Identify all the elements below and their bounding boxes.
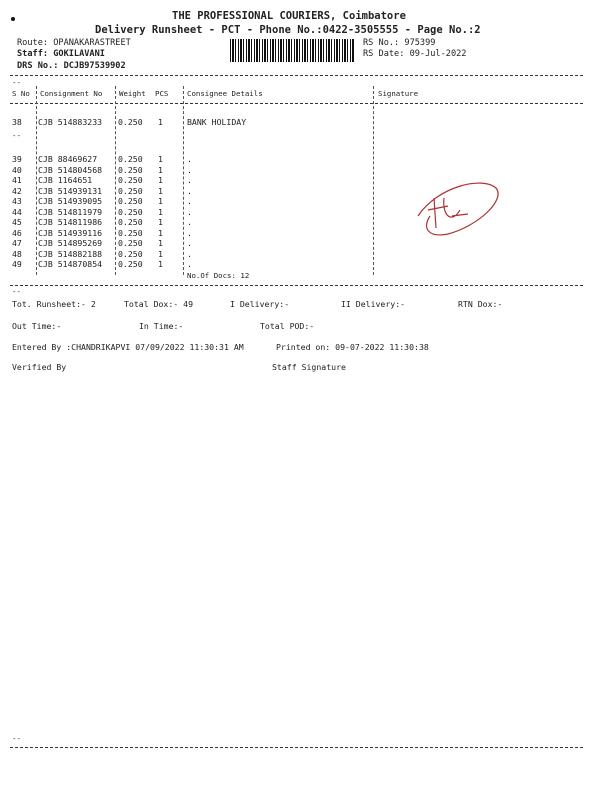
table-row-details: .	[187, 185, 192, 196]
col-header-pcs: PCS	[155, 89, 169, 98]
drs-number: DRS No.: DCJB97539902	[17, 61, 126, 71]
table-row-sno: 45	[12, 217, 22, 227]
printed-on: Printed on: 09-07-2022 11:30:38	[276, 342, 429, 352]
table-row-weight: 0.250	[118, 175, 143, 185]
table-row-weight: 0.250	[118, 238, 143, 248]
table-row-weight: 0.250	[118, 217, 143, 227]
runsheet-title: Delivery Runsheet - PCT - Phone No.:0422-3505555 - Page No.:2	[95, 24, 481, 36]
out-time: Out Time:-	[12, 321, 62, 331]
table-row-consignment: CJB 514870854	[38, 259, 103, 269]
table-row-sno: 41	[12, 175, 22, 185]
rule-table-bottom	[10, 285, 583, 286]
table-row-pcs: 1	[158, 154, 163, 164]
rule-mark-4: --	[12, 734, 21, 743]
table-row-pcs: 1	[158, 227, 163, 238]
table-row-pcs: 1	[158, 185, 163, 196]
table-row-consignment: CJB 514811986	[38, 217, 103, 227]
table-row-pcs: 1	[158, 196, 163, 206]
ii-delivery: II Delivery:-	[341, 299, 406, 309]
table-row-sno: 46	[12, 227, 22, 238]
table-row-weight: 0.250	[118, 206, 143, 217]
table-row-details: .	[187, 154, 192, 164]
rule-header-bottom	[10, 103, 583, 104]
in-time: In Time:-	[139, 321, 184, 331]
table-row-consignment: CJB 1164651	[38, 175, 93, 185]
table-row-consignment: CJB 514882188	[38, 248, 103, 259]
table-row-pcs: 1	[158, 164, 163, 175]
table-row-details: .	[187, 196, 192, 206]
route-label: Route: OPANAKARASTREET	[17, 38, 131, 48]
rule-mark-2: --	[12, 131, 21, 140]
col-header-sno: S No	[12, 89, 30, 98]
table-row-details: .	[187, 206, 192, 217]
table-row-pcs: 1	[158, 248, 163, 259]
col-header-consignee: Consignee Details	[187, 89, 263, 98]
verified-by: Verified By	[12, 362, 67, 372]
table-row-sno: 38	[12, 117, 22, 127]
rule-page-bottom	[10, 747, 583, 748]
table-row-sno: 48	[12, 248, 22, 259]
table-row-consignment: CJB 514895269	[38, 238, 103, 248]
table-row-details: .	[187, 259, 192, 269]
table-row-sno: 49	[12, 259, 22, 269]
col-divider-3	[183, 86, 184, 275]
table-row-weight: 0.250	[118, 227, 143, 238]
table-row-consignment: CJB 88469627	[38, 154, 98, 164]
table-row-pcs: 1	[158, 206, 163, 217]
table-row-details: .	[187, 238, 192, 248]
table-row-sno: 43	[12, 196, 22, 206]
col-divider-2	[115, 86, 116, 275]
table-row-consignment: CJB 514883233	[38, 117, 103, 127]
table-row-details: .	[187, 175, 192, 185]
col-header-weight: Weight	[119, 89, 146, 98]
col-divider-4	[373, 86, 374, 275]
table-row-details: .	[187, 164, 192, 175]
rs-number: RS No.: 975399	[363, 38, 436, 48]
table-row-consignment: CJB 514939131	[38, 185, 103, 196]
table-row-pcs: 1	[158, 175, 163, 185]
table-row-weight: 0.250	[118, 117, 143, 127]
table-row-consignment: CJB 514804568	[38, 164, 103, 175]
table-row-weight: 0.250	[118, 196, 143, 206]
table-row-details: .	[187, 217, 192, 227]
table-row-details: BANK HOLIDAY	[187, 117, 247, 127]
table-row-weight: 0.250	[118, 248, 143, 259]
total-pod: Total POD:-	[260, 321, 315, 331]
col-divider-1	[36, 86, 37, 275]
table-row-weight: 0.250	[118, 185, 143, 196]
table-row-sno: 47	[12, 238, 22, 248]
table-row-details: .	[187, 227, 192, 238]
table-row-sno: 42	[12, 185, 22, 196]
table-row-sno: 39	[12, 154, 22, 164]
no-of-docs: No.Of Docs: 12	[187, 271, 250, 280]
staff-label: Staff: GOKILAVANI	[17, 49, 105, 59]
staff-signature-label: Staff Signature	[272, 362, 346, 372]
page-bullet-mark	[11, 17, 15, 21]
handwritten-signature	[408, 176, 508, 242]
table-row-pcs: 1	[158, 238, 163, 248]
table-row-consignment: CJB 514811979	[38, 206, 103, 217]
rule-top	[10, 75, 583, 76]
barcode-image	[230, 39, 354, 62]
table-row-weight: 0.250	[118, 259, 143, 269]
table-row-weight: 0.250	[118, 164, 143, 175]
rule-mark: --	[12, 78, 21, 87]
total-runsheet: Tot. Runsheet:- 2	[12, 299, 96, 309]
table-row-sno: 44	[12, 206, 22, 217]
table-row-details: .	[187, 248, 192, 259]
rtn-dox: RTN Dox:-	[458, 299, 503, 309]
rule-mark-3: --	[12, 287, 21, 296]
table-row-consignment: CJB 514939095	[38, 196, 103, 206]
company-name: THE PROFESSIONAL COURIERS, Coimbatore	[172, 10, 406, 22]
table-row-consignment: CJB 514939116	[38, 227, 103, 238]
rs-date: RS Date: 09-Jul-2022	[363, 49, 467, 59]
table-row-sno: 40	[12, 164, 22, 175]
i-delivery: I Delivery:-	[230, 299, 290, 309]
col-header-signature: Signature	[378, 89, 419, 98]
total-dox: Total Dox:- 49	[124, 299, 194, 309]
table-row-pcs: 1	[158, 117, 163, 127]
table-row-pcs: 1	[158, 259, 163, 269]
col-header-consignment: Consignment No	[40, 89, 103, 98]
table-row-weight: 0.250	[118, 154, 143, 164]
entered-by: Entered By :CHANDRIKAPVI 07/09/2022 11:30:31 AM	[12, 342, 244, 352]
table-row-pcs: 1	[158, 217, 163, 227]
